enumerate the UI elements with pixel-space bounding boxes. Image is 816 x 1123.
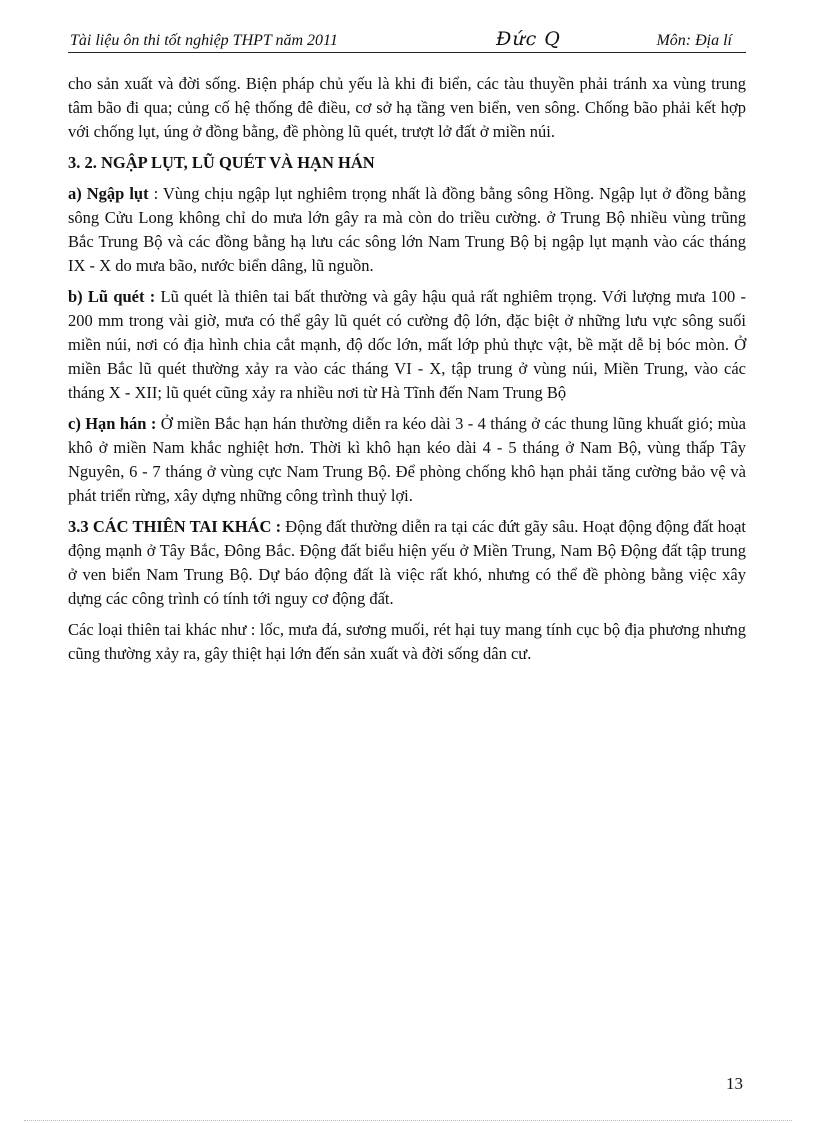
text-thien-tai-khac: Động đất thường diễn ra tại các đứt gãy sâu. Hoạt động động đất hoạt động mạnh ở Tây Bắc, Đông Bắc. Động đất biểu hiện yếu ở Miền Trung, Nam Bộ Động đất tập trung ở ven biển Nam Trung Bộ. Dự báo động đất là việc rất khó, nhưng có thể đề phòng bằng việc xây dựng các công trình có tính tới nguy cơ động đất.: [68, 517, 747, 608]
section-heading-3-2: 3. 2. NGẬP LỤT, LŨ QUÉT VÀ HẠN HÁN: [68, 153, 375, 172]
header-title: Tài liệu ôn thi tốt nghiệp THPT năm 2011: [70, 32, 338, 49]
header-logo: Đức Q: [496, 28, 561, 50]
text-ngap-lut: : Vùng chịu ngập lụt nghiêm trọng nhất là đồng bằng sông Hồng. Ngập lụt ở đồng bằng sông Cửu Long không chỉ do mưa lớn gây ra mà còn do triều cường. ở Trung Bộ nhiều vùng trũng Bắc Trung Bộ và các đồng bằng hạ lưu các sông lớn Nam Trung Bộ bị ngập lụt mạnh vào các tháng IX - X do mưa bão, nước biển dâng, lũ nguồn.: [68, 184, 747, 275]
closing-paragraph: Các loại thiên tai khác như : lốc, mưa đá, sương muối, rét hại tuy mang tính cục bộ địa phương nhưng cũng thường xảy ra, gây thiệt hại lớn đến sản xuất và đời sống dân cư.: [68, 620, 746, 663]
paragraph-thien-tai-khac: [68, 515, 746, 611]
label-han-han: c) Hạn hán :: [68, 414, 157, 433]
paragraph-ngap-lut: [68, 182, 746, 278]
text-lu-quet: Lũ quét là thiên tai bất thường và gây hậu quả rất nghiêm trọng. Với lượng mưa 100 - 200 mm trong vài giờ, mưa có thể gây lũ quét có cường độ lớn, đặc biệt ở những lưu vực sông suối miền núi, nơi có địa hình chia cắt mạnh, độ dốc lớn, mất lớp phủ thực vật, bề mặt dễ bị bóc mòn. Ở miền Bắc lũ quét thường xảy ra vào các tháng VI - X, tập trung ở vùng núi, Miền Trung, vào các tháng X - XII; lũ quét cũng xảy ra nhiều nơi từ Hà Tĩnh đến Nam Trung Bộ: [68, 287, 746, 402]
label-ngap-lut: a) Ngập lụt: [68, 184, 149, 203]
paragraph-lu-quet: [68, 285, 746, 405]
footer-divider: [24, 1120, 792, 1121]
page-number: 13: [726, 1074, 743, 1093]
label-lu-quet: b) Lũ quét :: [68, 287, 156, 306]
header-subject: Môn: Địa lí: [656, 32, 732, 49]
text-han-han: Ở miền Bắc hạn hán thường diễn ra kéo dài 3 - 4 tháng ở các thung lũng khuất gió; mùa khô ở miền Nam khắc nghiệt hơn. Thời kì khô hạn kéo dài 4 - 5 tháng ở Nam Bộ, vùng thấp Tây Nguyên, 6 - 7 tháng ở vùng cực Nam Trung Bộ. Để phòng chống khô hạn phải tăng cường bảo vệ và phát triển rừng, xây dựng những công trình thuỷ lợi.: [68, 414, 746, 505]
page-header: [68, 30, 746, 53]
label-thien-tai-khac: 3.3 CÁC THIÊN TAI KHÁC :: [68, 517, 282, 536]
page-content: [68, 72, 746, 673]
paragraph-han-han: [68, 412, 746, 508]
intro-paragraph: cho sản xuất và đời sống. Biện pháp chủ yếu là khi đi biển, các tàu thuyền phải tránh xa vùng trung tâm bão đi qua; củng cố hệ thống đê điều, cơ sở hạ tầng ven biển, ven sông. Chống bão phải kết hợp với chống lụt, úng ở đồng bằng, đề phòng lũ quét, trượt lở đất ở miền núi.: [68, 74, 746, 141]
